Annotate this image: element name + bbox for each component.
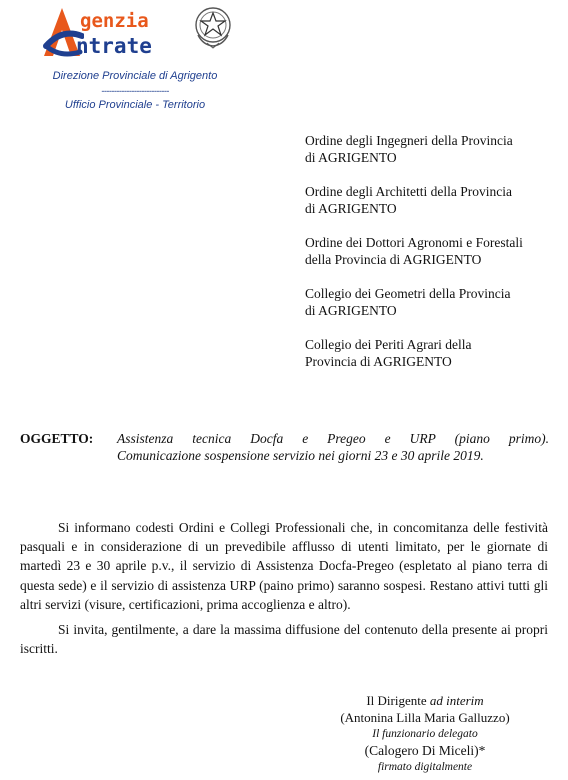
- recipients-list: [305, 132, 555, 387]
- recipient: [305, 183, 555, 217]
- italian-republic-emblem-icon: [193, 5, 233, 49]
- recipient-line: di AGRIGENTO: [305, 303, 397, 318]
- signature-title-text: Il Dirigente: [366, 693, 427, 708]
- signature-title: [300, 692, 550, 709]
- logo-word-ntrate: ntrate: [76, 34, 152, 58]
- recipient-line: di AGRIGENTO: [305, 201, 397, 216]
- signature-signed-note: firmato digitalmente: [377, 761, 473, 773]
- body-paragraph: Si invita, gentilmente, a dare la massima diffusione del contenuto della presente ai propri iscritti.: [20, 622, 548, 657]
- recipient-line: Provincia di AGRIGENTO: [305, 354, 452, 369]
- recipient-line: Collegio dei Periti Agrari della: [305, 337, 472, 352]
- recipient: [305, 285, 555, 319]
- office-separator: ---------------------------: [101, 86, 169, 96]
- body-paragraph: Si informano codesti Ordini e Collegi Professionali che, in concomitanza delle festività pasquali e in considerazione di un prevedibile afflusso di utenti limitato, per le giornate di martedì 23 e 30 aprile p.v., il servizio di Assistenza Docfa-Pregeo (espletato al piano terra di questa sede) e il servizio di assistenza URP (paino primo) saranno sospesi. Restano attivi tutti gli altri servizi (visure, certificazioni, prima accoglienza e altro).: [20, 520, 548, 612]
- recipient-line: Collegio dei Geometri della Provincia: [305, 286, 511, 301]
- recipient: [305, 234, 555, 268]
- subject-line: Assistenza tecnica Docfa e Pregeo e URP (piano primo).: [117, 431, 549, 446]
- recipient-line: Ordine dei Dottori Agronomi e Forestali: [305, 235, 523, 250]
- signature-delegate-name: (Calogero Di Miceli)*: [364, 743, 486, 758]
- recipient-line: di AGRIGENTO: [305, 150, 397, 165]
- subject-line: Comunicazione sospensione servizio nei giorni 23 e 30 aprile 2019.: [117, 448, 484, 463]
- recipient-line: della Provincia di AGRIGENTO: [305, 252, 482, 267]
- recipient: [305, 336, 555, 370]
- signature-delegate-label: Il funzionario delegato: [372, 728, 478, 740]
- signature-name: (Antonina Lilla Maria Galluzzo): [340, 710, 510, 725]
- office-unit: Ufficio Provinciale - Territorio: [64, 99, 206, 111]
- signature-title-italic: ad interim: [429, 693, 484, 708]
- recipient-line: Ordine degli Architetti della Provincia: [305, 184, 512, 199]
- recipient-line: Ordine degli Ingegneri della Provincia: [305, 133, 513, 148]
- subject-label: OGGETTO:: [20, 431, 94, 446]
- office-direction: Direzione Provinciale di Agrigento: [52, 70, 218, 82]
- logo-word-genzia: genzia: [80, 10, 149, 32]
- recipient: [305, 132, 555, 166]
- letter-body: [20, 518, 548, 664]
- subject-text: [117, 430, 549, 464]
